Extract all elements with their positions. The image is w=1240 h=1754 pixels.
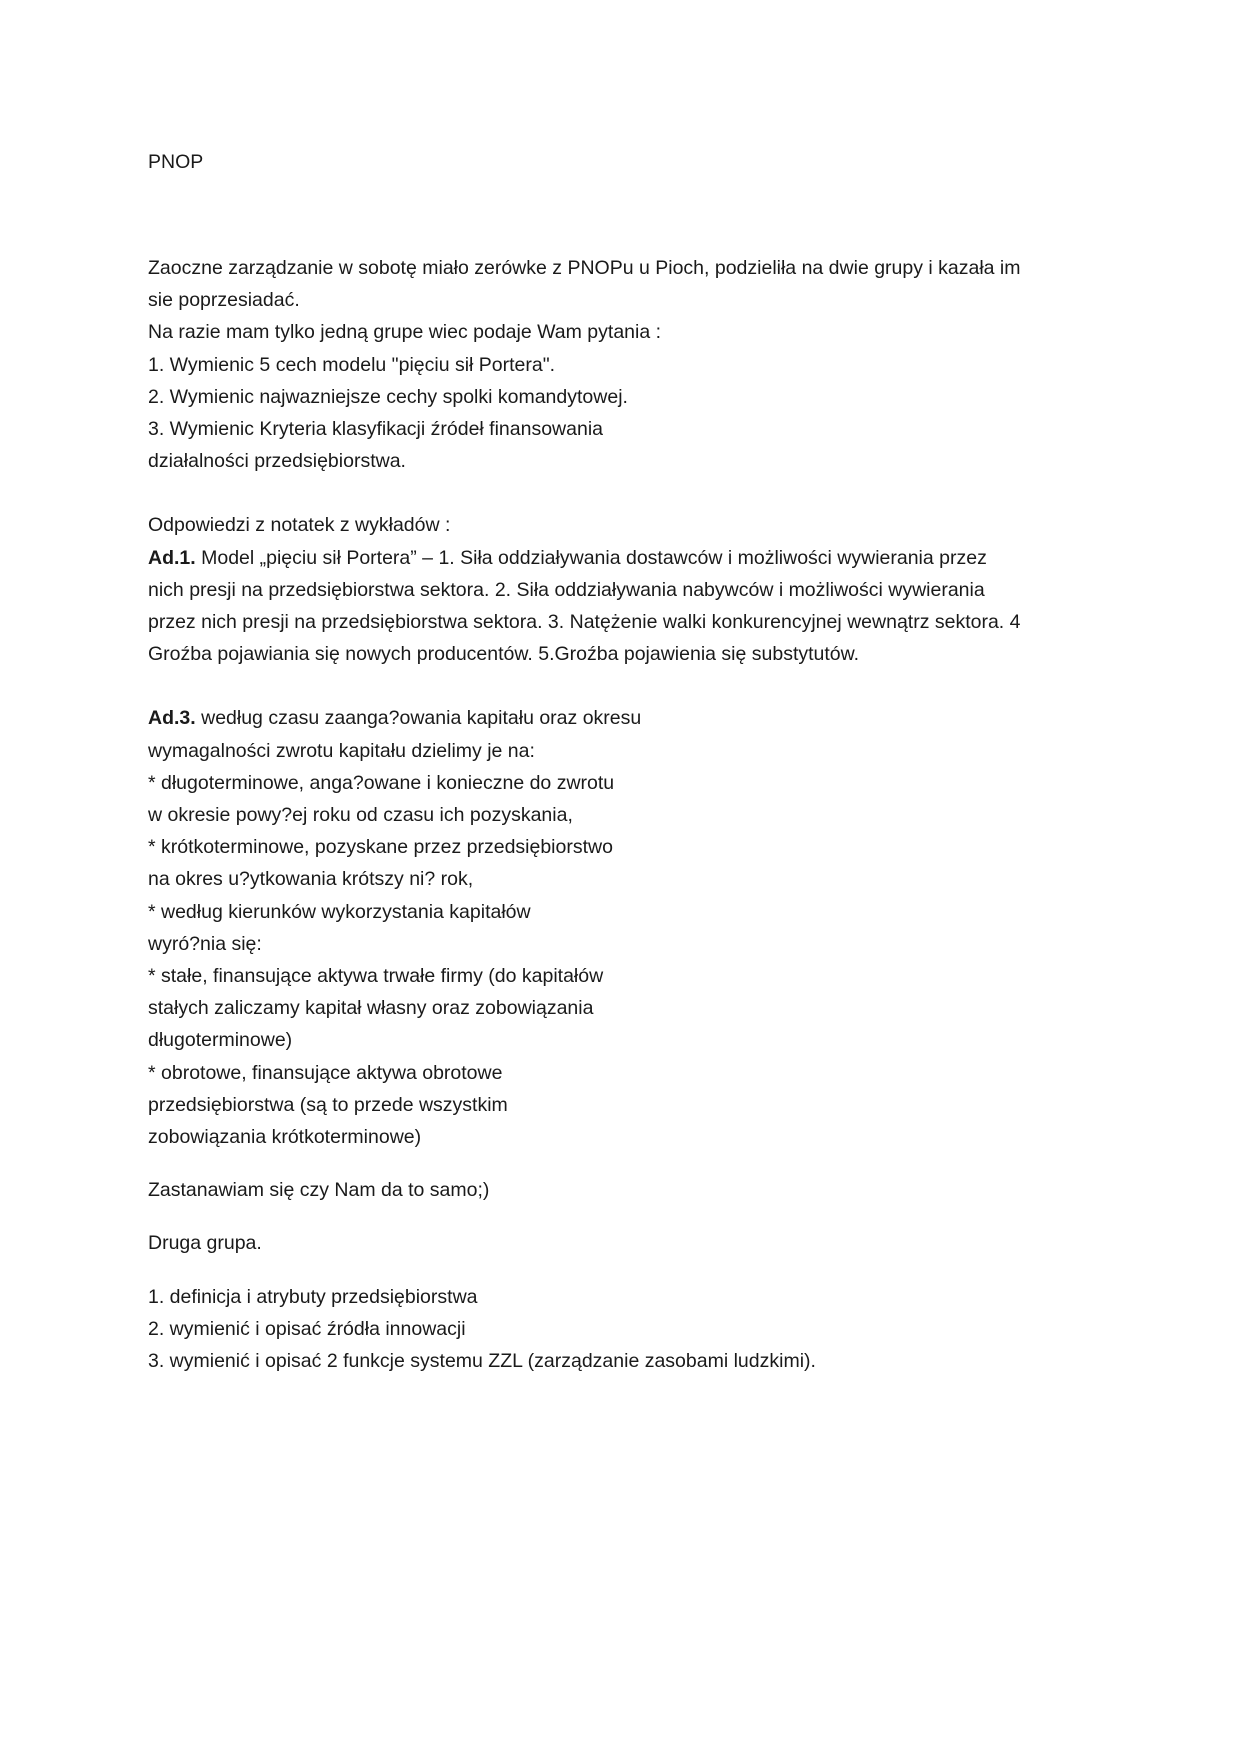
text-line: Na razie mam tylko jedną grupe wiec podaje Wam pytania : <box>148 321 662 344</box>
text-line: zobowiązania krótkoterminowe) <box>148 1126 422 1149</box>
question-item: 2. Wymienic najwazniejsze cechy spolki komandytowej. <box>148 385 628 408</box>
text-line: wyró?nia się: <box>148 932 262 955</box>
answer-1-text: Model „pięciu sił Portera” – 1. Siła oddziaływania dostawców i możliwości wywierania przez <box>195 546 987 569</box>
text-line: sie poprzesiadać. <box>148 289 300 312</box>
text-line: * stałe, finansujące aktywa trwałe firmy (do kapitałów <box>148 965 604 988</box>
document-body <box>148 146 1108 1377</box>
text-line: * długoterminowe, anga?owane i konieczne do zwrotu <box>148 771 615 794</box>
intro-section <box>148 252 1108 477</box>
question-item: 2. wymienić i opisać źródła innowacji <box>148 1317 466 1340</box>
spacer <box>148 670 1108 702</box>
text-line: Groźba pojawiania się nowych producentów. 5.Groźba pojawienia się substytutów. <box>148 643 860 666</box>
question-item: 1. definicja i atrybuty przedsiębiorstwa <box>148 1285 478 1308</box>
spacer <box>148 1260 1108 1281</box>
text-line: przedsiębiorstwa (są to przede wszystkim <box>148 1093 508 1116</box>
answer-3-line <box>148 702 1108 734</box>
text-line: na okres u?ytkowania krótszy ni? rok, <box>148 868 474 891</box>
answer-3-text: według czasu zaanga?owania kapitału oraz okresu <box>195 707 642 730</box>
answer-1-line <box>148 542 1108 574</box>
question-item: 3. wymienić i opisać 2 funkcje systemu ZZL (zarządzanie zasobami ludzkimi). <box>148 1350 816 1373</box>
answers-section <box>148 509 1108 1153</box>
spacer <box>148 1153 1108 1174</box>
answer-1-label: Ad.1. <box>148 546 196 569</box>
text-line: stałych zaliczamy kapitał własny oraz zobowiązania <box>148 997 594 1020</box>
text-line: wymagalności zwrotu kapitału dzielimy je na: <box>148 739 535 762</box>
text-line: nich presji na przedsiębiorstwa sektora. 2. Siła oddziaływania nabywców i możliwości wywierania <box>148 578 985 601</box>
group-2-heading: Druga grupa. <box>148 1232 262 1255</box>
text-line: działalności przedsiębiorstwa. <box>148 450 406 473</box>
spacer <box>148 477 1108 509</box>
text-line: Zaoczne zarządzanie w sobotę miało zerówke z PNOPu u Pioch, podzieliła na dwie grupy i kazała im <box>148 257 1021 279</box>
text-line: * krótkoterminowe, pozyskane przez przedsiębiorstwo <box>148 836 613 859</box>
page-title: PNOP <box>148 151 204 173</box>
question-item: 1. Wymienic 5 cech modelu "pięciu sił Portera". <box>148 353 556 376</box>
spacer <box>148 1206 1108 1227</box>
question-item: 3. Wymienic Kryteria klasyfikacji źródeł finansowania <box>148 418 603 441</box>
answers-heading: Odpowiedzi z notatek z wykładów : <box>148 514 451 537</box>
text-line: w okresie powy?ej roku od czasu ich pozyskania, <box>148 804 573 827</box>
answer-3-label: Ad.3. <box>148 707 196 730</box>
text-line: * obrotowe, finansujące aktywa obrotowe <box>148 1061 503 1084</box>
text-line: przez nich presji na przedsiębiorstwa sektora. 3. Natężenie walki konkurencyjnej wewnątrz sektora. 4 <box>148 611 1021 634</box>
closing-remark: Zastanawiam się czy Nam da to samo;) <box>148 1179 490 1202</box>
group-2-section <box>148 1227 1108 1377</box>
text-line: * według kierunków wykorzystania kapitałów <box>148 900 531 923</box>
text-line: długoterminowe) <box>148 1029 293 1052</box>
